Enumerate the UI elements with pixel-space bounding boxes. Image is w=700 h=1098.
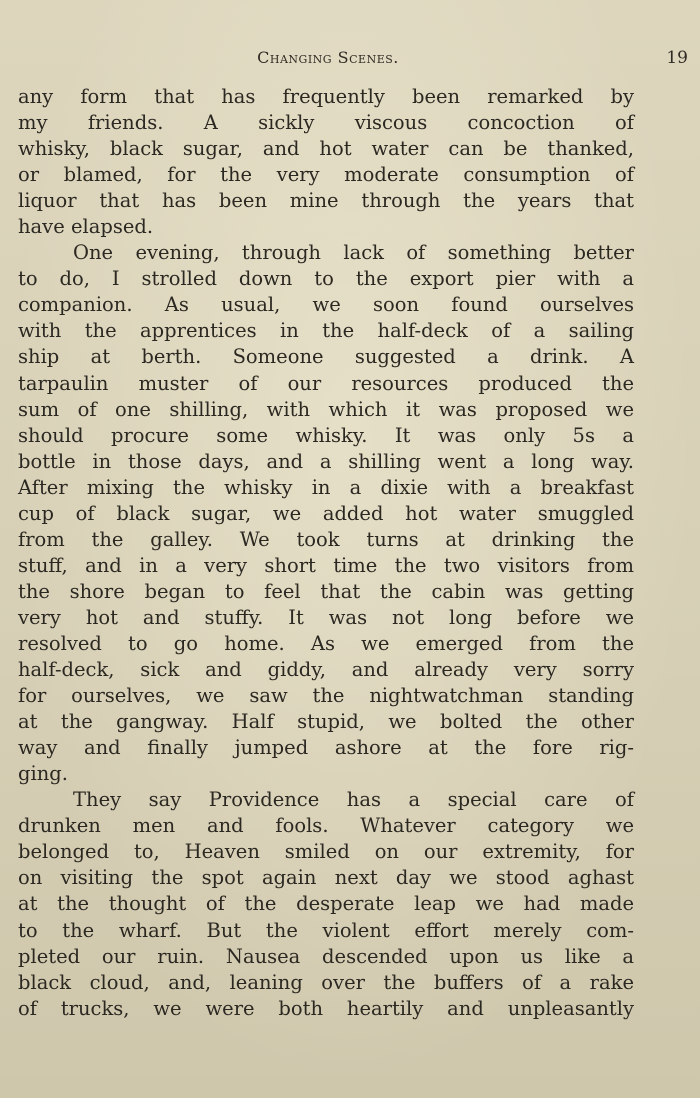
- text-line: companion. As usual, we soon found ourselves: [18, 293, 634, 317]
- text-line: have elapsed.: [18, 215, 154, 239]
- page-header: [18, 48, 688, 74]
- running-title: Changing Scenes.: [257, 48, 399, 67]
- text-line: cup of black sugar, we added hot water smuggled: [18, 501, 634, 525]
- text-line: any form that has frequently been remarked by: [18, 85, 634, 108]
- text-line: drunken men and fools. Whatever category we: [18, 814, 634, 838]
- text-line: half-deck, sick and giddy, and already very sorry: [18, 658, 634, 682]
- page-number: 19: [666, 48, 688, 68]
- text-line: liquor that has been mine through the years that: [18, 189, 634, 213]
- text-line: very hot and stuffy. It was not long before we: [18, 605, 634, 629]
- text-line: on visiting the spot again next day we stood aghast: [18, 866, 634, 890]
- text-line: After mixing the whisky in a dixie with a breakfast: [18, 475, 634, 499]
- text-line: pleted our ruin. Nausea descended upon us like a: [18, 944, 634, 968]
- text-line: way and finally jumped ashore at the fore rig-: [18, 736, 634, 760]
- text-line: to do, I strolled down to the export pier with a: [18, 267, 634, 291]
- text-line: should procure some whisky. It was only 5s a: [18, 423, 634, 447]
- text-line: belonged to, Heaven smiled on our extremity, for: [18, 840, 634, 864]
- text-line: at the gangway. Half stupid, we bolted the other: [18, 710, 634, 734]
- body-text: [18, 84, 634, 1022]
- text-line: sum of one shilling, with which it was proposed we: [18, 397, 634, 421]
- text-line: to the wharf. But the violent effort merely com-: [18, 918, 634, 942]
- text-line: of trucks, we were both heartily and unpleasantly: [18, 996, 634, 1020]
- text-line: black cloud, and, leaning over the buffers of a rake: [18, 970, 634, 994]
- text-line: with the apprentices in the half-deck of a sailing: [18, 319, 634, 343]
- text-line: at the thought of the desperate leap we had made: [18, 892, 634, 916]
- text-line: from the galley. We took turns at drinking the: [18, 527, 634, 551]
- text-line: ship at berth. Someone suggested a drink. A: [18, 345, 634, 369]
- text-line: They say Providence has a special care of: [73, 788, 634, 812]
- text-line: whisky, black sugar, and hot water can be thanked,: [18, 137, 634, 161]
- text-line: resolved to go home. As we emerged from the: [18, 631, 634, 655]
- text-line: my friends. A sickly viscous concoction of: [18, 111, 634, 135]
- text-line: for ourselves, we saw the nightwatchman standing: [18, 684, 634, 708]
- text-line: bottle in those days, and a shilling went a long way.: [18, 449, 634, 473]
- text-line: tarpaulin muster of our resources produced the: [18, 371, 634, 395]
- text-line: stuff, and in a very short time the two visitors from: [18, 553, 634, 577]
- text-line: One evening, through lack of something better: [73, 241, 634, 265]
- text-line: the shore began to feel that the cabin was getting: [18, 579, 634, 603]
- text-line: ging.: [18, 762, 68, 786]
- text-line: or blamed, for the very moderate consumption of: [18, 163, 634, 187]
